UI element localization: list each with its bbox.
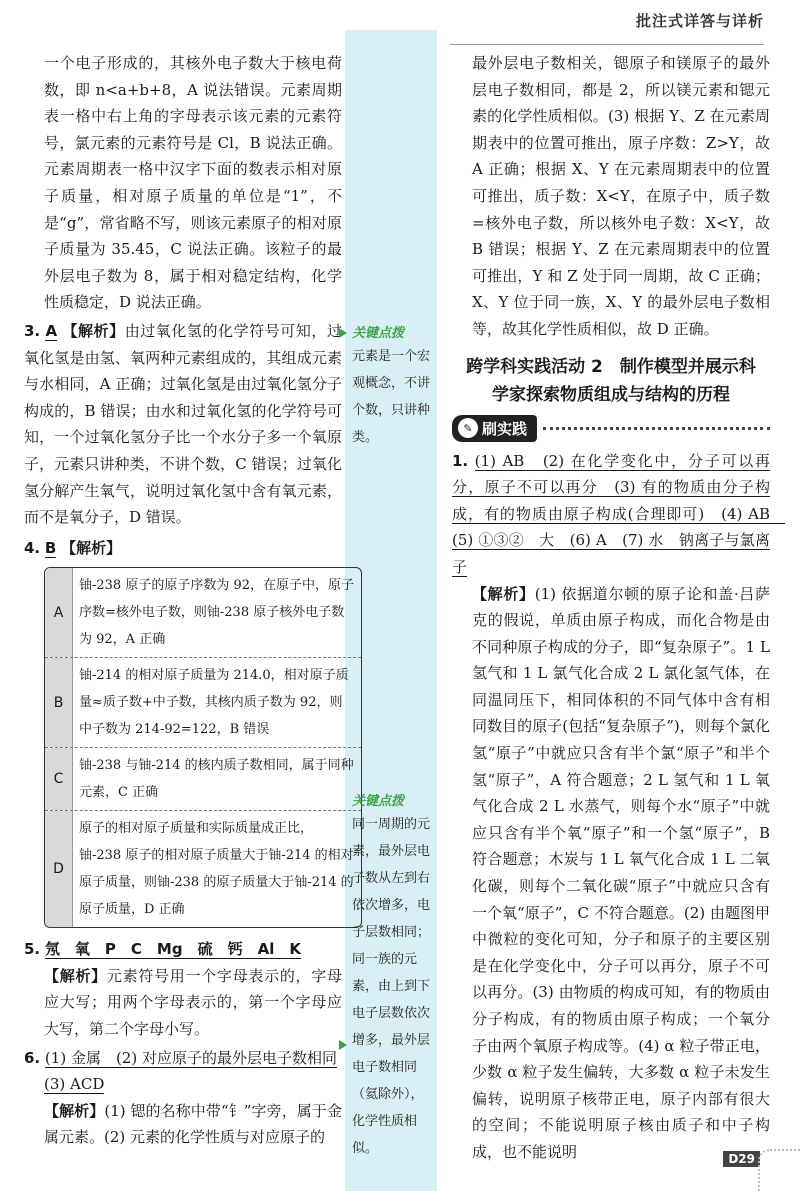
question-3-analysis: 由过氧化氢的化学符号可知，过氧化氢是由氢、氧两种元素组成的，其组成元素与水相同，A 正确；过氧化氢是由过氧化氢分子构成的，B 错误；由水和过氧化氢的化学符号可知，一个过氧化氢分子比一个水分子多一个氧原子，元素只讲种类，不讲个数，C 错误；过氧化氢分解产生氧气，说明过氧化氢中含有氧元素，而不是氧分子，D 错误。	[24, 321, 342, 527]
key-point-note-1	[352, 322, 434, 451]
practice-question-1	[452, 448, 786, 581]
note-pointer-arrow	[339, 328, 347, 338]
question-4-analysis-tag: 【解析】	[61, 538, 122, 557]
practice-badge	[452, 415, 537, 442]
question-4-number: 4.	[24, 538, 41, 557]
question-3-answer: A	[45, 321, 58, 340]
question-6-analysis-tag: 【解析】	[44, 1101, 105, 1120]
option-text: 原子的相对原子质量和实际质量成正比，铀-238 原子的相对原子质量大于铀-214 的相对原子质量，则铀-238 的原子质量大于铀-214 的原子质量，D 正确	[79, 821, 354, 918]
question-5-analysis-tag: 【解析】	[44, 966, 107, 985]
practice-badge-label: 刷实践	[482, 419, 528, 438]
key-point-note-2	[352, 790, 434, 1162]
question-5-answer: 氖 氧 P C Mg 硫 钙 Al K	[44, 940, 301, 959]
question-3-number: 3.	[24, 321, 41, 340]
practice-question-1-analysis: (1) 依据道尔顿的原子论和盖·吕萨克的假说，单质由原子构成，而化合物是由不同种原子构成的分子，即“复杂原子”。1 L 氢气和 1 L 氯气化合成 2 L 氯化氢气体，在同温同压下，相同体积的不同气体中含有相同数目的原子(包括“复杂原子”)，则每个氯化氢“原子”中就应只含有半个氯“原子”和半个氢“原子”，A 符合题意；2 L 氢气和 1 L 氧气化合成 2 L 水蒸气，则每个水“原子”中就应只含有半个氧“原子”和一个氢“原子”，B 符合题意；木炭与 1 L 氧气化合成 1 L 二氧化碳，则每个二氧化碳“原子”中就应只含有一个氧“原子”，C 不符合题意。(2) 由题图甲中微粒的变化可知，分子和原子的主要区别是在化学变化中，分子可以再分，原子不可以再分。(3) 由物质的构成可知，有的物质由分子构成，有的物质由原子构成；一个氧分子由两个氧原子构成等。(4) α 粒子带正电，少数 α 粒子发生偏转，大多数 α 粒子未发生偏转，说明原子核带正电，原子内部有很大的空间；不能说明原子核由质子和中子构成，也不能说明	[472, 584, 770, 1161]
question-5-number: 5.	[24, 940, 41, 959]
header-rule	[450, 44, 764, 45]
option-key: B	[45, 658, 73, 747]
right-column	[452, 50, 786, 1166]
question-6-analysis-block	[24, 1098, 342, 1151]
section-title-line-2: 学家探索物质组成与结构的历程	[492, 384, 730, 405]
practice-question-1-number: 1.	[452, 451, 469, 470]
question-6-analysis: (1) 锶的名称中带“钅”字旁，属于金属元素。(2) 元素的化学性质与对应原子的	[44, 1101, 342, 1147]
option-key: C	[45, 748, 73, 810]
left-column	[24, 50, 355, 1151]
key-point-text: 同一周期的元素，最外层电子数从左到右依次增多，电子层数相同；同一族的元素，由上到下电子层数依次增多，最外层电子数相同（氦除外），化学性质相似。	[352, 817, 431, 1156]
note-pointer-arrow	[339, 1040, 347, 1050]
key-point-title: 关键点拨	[352, 794, 405, 809]
question-6-number: 6.	[24, 1048, 41, 1067]
key-point-title: 关键点拨	[352, 326, 405, 341]
option-key: A	[45, 568, 73, 657]
question-3	[24, 318, 342, 531]
key-point-text: 元素是一个宏观概念，不讲个数，只讲种类。	[352, 349, 431, 445]
question-3-analysis-tag: 【解析】	[62, 321, 125, 340]
question-5-analysis: 元素符号用一个字母表示的，字母应大写；用两个字母表示的，第一个字母应大写，第二个字母小写。	[44, 966, 342, 1039]
question-5-analysis-block	[24, 963, 342, 1043]
option-text: 铀-214 的相对原子质量为 214.0，相对原子质量≈质子数+中子数，其核内质子数为 92，则中子数为 214-92=122，B 错误	[79, 668, 349, 738]
dotted-divider	[543, 427, 770, 430]
option-row-b	[45, 658, 361, 748]
option-row-c	[45, 748, 361, 811]
page-corner-decoration	[758, 1149, 800, 1191]
section-title	[452, 353, 770, 409]
question-6-answer-2: (3) ACD	[44, 1075, 105, 1094]
practice-badge-row	[452, 415, 770, 442]
question-6-answer-line-2	[24, 1071, 342, 1098]
question-4-answer: B	[44, 538, 57, 557]
option-key: D	[45, 811, 73, 927]
option-row-a	[45, 568, 361, 658]
question-6	[24, 1045, 342, 1072]
section-title-line-1: 跨学科实践活动 2 制作模型并展示科	[466, 356, 756, 377]
practice-question-1-analysis-tag: 【解析】	[472, 584, 535, 603]
question-4	[24, 535, 342, 562]
continued-text: 最外层电子数相关，锶原子和镁原子的最外层电子数相同，都是 2，所以镁元素和锶元素的化学性质相似。(3) 根据 Y、Z 在元素周期表中的位置可推出，原子序数：Z>Y，故 A 正确；根据 X、Y 在元素周期表中的位置可推出，质子数：X<Y，在原子中，质子数=核外电子数，所以核外电子数：X<Y，故 B 错误；根据 Y、Z 在元素周期表中的位置可推出，Y 和 Z 处于同一周期，故 C 正确；X、Y 位于同一族，X、Y 的最外层电子数相等，故其化学性质相似，故 D 正确。	[472, 54, 770, 338]
question-4-option-table	[44, 567, 362, 928]
practice-question-1-answer: (1) AB (2) 在化学变化中，分子可以再分，原子不可以再分 (3) 有的物质由分子构成，有的物质由原子构成(合理即可) (4) AB (5) ①③② 大 (6) A (7) 水 钠离子与氯离子	[452, 451, 786, 576]
brush-icon: ✎	[458, 418, 478, 438]
option-text: 铀-238 与铀-214 的核内质子数相同，属于同种元素，C 正确	[79, 758, 354, 801]
page-header-title: 批注式详答与详析	[635, 12, 764, 30]
question-5	[24, 936, 342, 963]
option-row-d	[45, 811, 361, 927]
intro-text: 一个电子形成的，其核外电子数大于核电荷数，即 n<a+b+8，A 说法错误。元素周期表一格中右上角的字母表示该元素的元素符号，氯元素的元素符号是 Cl，B 说法正确。元素周期表一格中汉字下面的数表示相对原子质量，相对原子质量的单位是“1”，不是“g”，常省略不写，则该元素原子的相对原子质量为 35.45，C 说法正确。该粒子的最外层电子数为 8，属于相对稳定结构，化学性质稳定，D 说法正确。	[44, 54, 342, 312]
question-6-answer-1: (1) 金属 (2) 对应原子的最外层电子数相同	[44, 1048, 337, 1067]
page-number: D29	[723, 1151, 760, 1167]
practice-question-1-analysis-block	[452, 581, 770, 1166]
option-text: 铀-238 原子的原子序数为 92，在原子中，原子序数=核外电子数，则铀-238 原子核外电子数为 92，A 正确	[79, 578, 355, 648]
